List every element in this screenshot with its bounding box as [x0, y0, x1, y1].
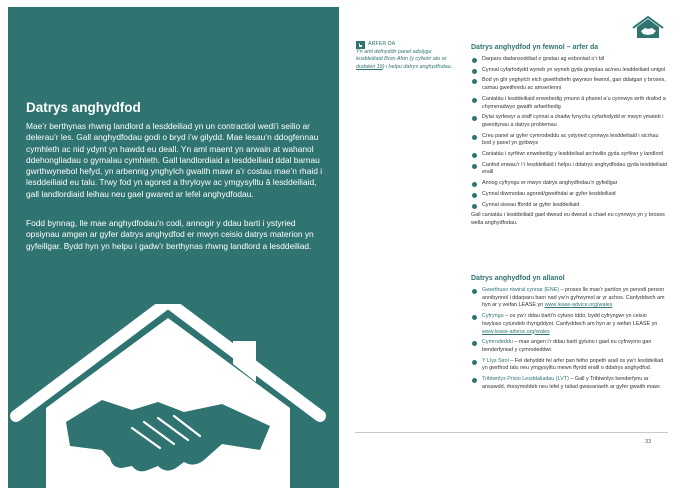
- page-19-link[interactable]: dudalen 19: [356, 63, 383, 70]
- list-item-text: Cynnal cyfarfodydd wyneb yn wyneb gyda gneplau ac/neu lesddeiliaid unigol: [482, 66, 666, 73]
- bullet-icon: [472, 79, 477, 84]
- footer-divider: [355, 432, 668, 433]
- term-lvt: Tribiwnlys Prisio Lesddaliadau (LVT): [482, 376, 569, 383]
- item-description: – os yw’r ddau barti’n cytuno iddo, bydd cyfryngwr yn ceisio hwyluso cytundeb rhyngddynt. Canfyddwch am hyn ar y wefan LEASE yn: [482, 313, 658, 327]
- tip-text-start: Yn aml defnyddir panel adolygu lesddeiliaid Bron Afon (y cyfeirir ato ar: [356, 49, 447, 63]
- list-item: [471, 313, 667, 336]
- bullet-icon: [472, 378, 477, 383]
- list-item: [471, 162, 667, 177]
- bullet-icon: [472, 69, 477, 74]
- list-item: [471, 133, 667, 148]
- list-item-text: Cynnal diwrnodau agored/gweithdai ar gyfer lesddeiliaid: [482, 190, 616, 197]
- bullet-icon: [472, 58, 477, 63]
- list-item: [471, 67, 667, 75]
- external-heading: Datrys anghydfod yn allanol: [471, 275, 565, 282]
- house-handshake-icon: [8, 304, 339, 488]
- list-item-text: Bod yn glir ynghylch eich gweithdrefn gwynion fewnol, gan ddatgan y broses, camau gweithredu ac amserlenni: [482, 77, 666, 92]
- list-item: [471, 114, 667, 129]
- list-item: [471, 376, 667, 391]
- list-item: [471, 180, 667, 188]
- intro-paragraph: Mae’r berthynas rhwng landlord a lesddeiliad yn un contractiol wedi’i seilio ar delerau’r les. Gall anghydfodau godi o bryd i’w gilydd. Mae lesau’n ddogfennau cymhleth ac nid ydynt yn hawdd eu deall. Yn aml maent yn arwain at wahanol ddehongliadau o gymalau cymhleth. Gall landlordiaid a lesddeiliaid ddal barnau gwrthwynebol hefyd, yn arbennig ynghylch gwaith mawr a’r costau mae’n rhaid i lesddeiliaid eu talu. Trwy fod yn agored a thryloyw ac ymgysylltu â lesddeiliaid, gall landlordiaid leihau neu gael gwared ar lefel anghydfodau.: [26, 121, 323, 199]
- list-item-text: Annog cyfryngu er mwyn datrys anghydfodau’n gyfeillgar: [482, 180, 618, 187]
- list-item-text: Creu panel ar gyfer cymrodeddu ac ystyried cynnwys lesddeiliaid i sicrhau bod y panel yn gytbwys: [482, 132, 659, 147]
- lease-advice-link[interactable]: www.lease-advice.org/wales: [482, 328, 550, 335]
- list-item-text: Dylai syrfewyr a staff cynnal a chadw fynychu cyfarfodydd er mwyn ymateb i gwestiynau a datrys problemau: [482, 114, 664, 128]
- external-disputes-section: [471, 275, 667, 394]
- bullet-icon: [472, 135, 477, 140]
- list-item-text: Canfod enwau’r i’r lesddeiliaid i helpu i ddatrys anghydfodau gyda lesddeiliaid eraill: [482, 161, 667, 176]
- external-bullet-list: [471, 287, 667, 391]
- internal-heading: Datrys anghydfod yn fewnol – arfer da: [471, 44, 599, 51]
- list-item-text: Caniatáu i syrfëwr enwebedig y lesddeiliad archwilio gyda syrfëwr y landlord: [482, 151, 664, 158]
- bullet-icon: [472, 204, 477, 209]
- bullet-icon: [472, 98, 477, 103]
- lease-advice-link[interactable]: www.lease-advice.org/wales: [544, 302, 613, 309]
- list-item: [471, 202, 667, 210]
- bullet-icon: [472, 164, 477, 169]
- page-number: 33: [645, 439, 652, 445]
- list-item: [471, 339, 667, 354]
- bullet-icon: [472, 182, 477, 187]
- list-item: [471, 77, 667, 92]
- list-item-text: Cynnal sioeau ffordd ar gyfer lesddeiliaid: [482, 201, 580, 208]
- internal-disputes-section: [471, 44, 667, 228]
- bullet-icon: [472, 193, 477, 198]
- bullet-icon: [472, 116, 477, 121]
- bullet-icon: [472, 289, 477, 294]
- bullet-icon: [472, 153, 477, 158]
- term-county-court: Y Llys Sirol: [482, 357, 509, 364]
- internal-closing-text: Gall caniatáu i lesddeiliaid gael dweud eu dweud a chael eu cynnwys yn y broses wella anghydfodau.: [471, 212, 665, 226]
- term-arbitration: Cymrodeddu: [482, 339, 513, 346]
- item-description: – Fel dehyddir fel arfer pan fetho popeth arall os yw’r lesddeiliad yn gwrthod talu neu ymgysylltu mewn ffyrdd eraill o ddatrys anghydfod.: [482, 357, 664, 372]
- bullet-icon: [472, 315, 477, 320]
- right-page: [339, 7, 680, 488]
- item-description: – Gall y Tribiwnlys benderfynu ar ansawdd, rhesymoldeb neu lefel y taliad gwasanaeth ar gyfer gwaith mawr.: [482, 376, 662, 390]
- term-mediation: Cyfryngu: [482, 313, 504, 320]
- list-item: [471, 287, 667, 310]
- left-page-panel: [8, 7, 339, 488]
- item-description: – proses lle mae’r partïon yn penodi person annibynnol i ddarparu barn nad yw’n gyfrwymol ar yr achos. Canfyddwch am hyn ar y wefan LEASE yn: [482, 287, 665, 309]
- bullet-icon: [472, 360, 477, 365]
- list-item: [471, 151, 667, 159]
- list-item: [471, 191, 667, 199]
- list-item-text: Caniatáu i lesddeiliaid enwebedig ymuno â phanel a’u cynnwys wrth drafod a chymeradwyo gwaith arfaethedig: [482, 95, 666, 110]
- list-item: [471, 96, 667, 111]
- internal-bullet-list: [471, 56, 667, 209]
- good-practice-tip: [356, 41, 456, 71]
- list-item: [471, 56, 667, 64]
- hand-pointer-icon: [356, 41, 365, 49]
- tip-heading: ARFER DA: [368, 41, 396, 48]
- bullet-icon: [472, 341, 477, 346]
- house-handshake-icon: [632, 16, 664, 38]
- list-item-text: Darparu dadansoddiad o gostau ag esboniad o’r bil: [482, 56, 605, 62]
- item-description: – mae angen i’r ddau barti gytuno i gael eu cyfrwymo gan benderfyniad y cymrodeddwr.: [482, 339, 652, 353]
- list-item: [471, 358, 667, 373]
- second-paragraph: Fodd bynnag, lle mae anghydfodau’n codi, annogir y ddau barti i ystyried opsiynau amgen ar gyfer datrys anghydfod er mwyn ceisio datrys materion yn gyfeillgar. Bydd hyn yn helpu i gadw’r berthynas rhwng landlord a lesddeiliad.: [26, 218, 314, 251]
- tip-heading-row: [356, 41, 456, 49]
- tip-text-end: ) i helpu datrys anghydfodau.: [382, 63, 453, 70]
- term-ene: Gwerthuso niwtral cynnar (ENE): [482, 287, 559, 293]
- section-title: Datrys anghydfod: [26, 100, 141, 115]
